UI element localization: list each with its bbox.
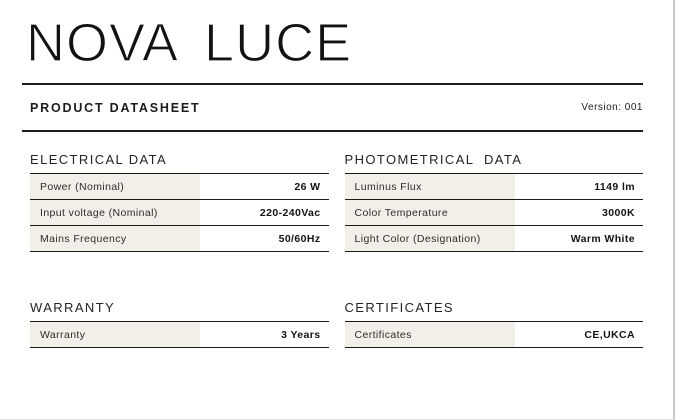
page-title: PRODUCT DATASHEET [30, 100, 201, 115]
row-value: 26 W [294, 180, 321, 193]
table-row [30, 200, 329, 226]
row-label: Light Color (Designation) [345, 226, 515, 251]
table-row [345, 226, 644, 252]
row-label: Color Temperature [345, 200, 515, 225]
row-value: 1149 lm [594, 180, 635, 193]
section-title-photometrical: PHOTOMETRICAL DATA [345, 152, 644, 174]
section-title-warranty: WARRANTY [30, 300, 329, 322]
brand-logo: NOVA LUCE [26, 13, 353, 73]
table-row [345, 322, 644, 348]
version-label: Version: 001 [581, 102, 643, 113]
row-label: Power (Nominal) [30, 174, 200, 199]
row-label: Mains Frequency [30, 226, 200, 251]
row-value: 220-240Vac [259, 206, 321, 219]
row-label: Certificates [345, 322, 515, 347]
row-value: Warm White [570, 232, 635, 245]
row-label: Luminus Flux [345, 174, 515, 199]
section-electrical-data [30, 152, 329, 252]
table-row [30, 322, 329, 348]
table-row [30, 174, 329, 200]
sections-grid [30, 152, 643, 348]
section-title-electrical: ELECTRICAL DATA [30, 152, 329, 174]
table-row [345, 200, 644, 226]
section-title-certificates: CERTIFICATES [345, 300, 644, 322]
document-header [30, 85, 643, 130]
table-row [30, 226, 329, 252]
section-certificates [345, 300, 644, 348]
row-label: Input voltage (Nominal) [30, 200, 200, 225]
row-label: Warranty [30, 322, 200, 347]
row-value: CE,UKCA [584, 328, 635, 341]
section-warranty [30, 300, 329, 348]
section-photometrical-data [345, 152, 644, 252]
table-row [345, 174, 644, 200]
row-value: 50/60Hz [278, 232, 321, 245]
row-value: 3000K [602, 206, 635, 219]
divider-header [22, 130, 643, 132]
row-value: 3 Years [281, 328, 321, 341]
